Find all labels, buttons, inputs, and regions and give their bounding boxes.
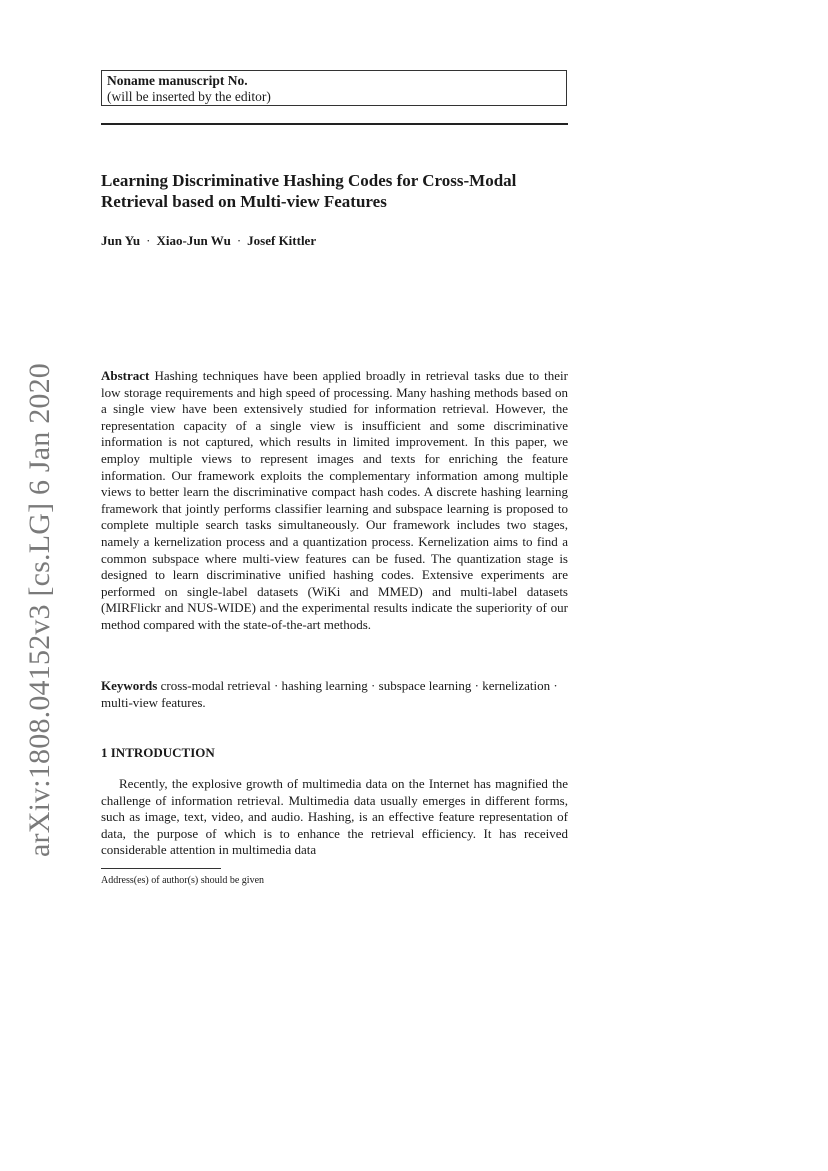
abstract-label: Abstract [101, 368, 150, 383]
section-heading: 1 INTRODUCTION [101, 745, 215, 760]
author-separator: · [236, 233, 242, 248]
footnote-rule [101, 868, 221, 869]
keywords-label: Keywords [101, 678, 158, 693]
manuscript-number: Noname manuscript No. [107, 73, 248, 88]
abstract-text: Hashing techniques have been applied broadly in retrieval tasks due to their low storage requirements and high speed of processing. Many hashing methods based on a single view have been extensively studied for information retrieval. However, the representation capacity of a single view is insufficient and some discriminative information is not captured, which results in limited improvement. In this paper, we employ multiple views to represent images and texts for enriching the feature information. Our framework exploits the complementary information among multiple views to better learn the discriminative compact hash codes. A discrete hashing learning framework that jointly performs classifier learning and subspace learning is proposed to complete multiple search tasks simultaneously. Our framework includes two stages, namely a kernelization process and a quantization process. Kernelization aims to find a common subspace where multi-view features can be fused. The quantization stage is designed to learn discriminative unified hashing codes. Extensive experiments are performed on single-label datasets (WiKi and MMED) and multi-label datasets (MIRFlickr and NUS-WIDE) and the experimental results indicate the superiority of our method compared with the state-of-the-art methods. [101, 368, 568, 632]
editor-note: (will be inserted by the editor) [107, 89, 271, 104]
author-name: Xiao-Jun Wu [156, 233, 231, 248]
keywords [101, 678, 568, 711]
abstract [101, 368, 568, 634]
author-name: Jun Yu [101, 233, 141, 248]
arxiv-identifier: arXiv:1808.04152v3 [cs.LG] 6 Jan 2020 [23, 363, 56, 857]
arxiv-side-stamp [14, 363, 66, 857]
author-list [101, 233, 316, 249]
introduction-paragraph: Recently, the explosive growth of multimedia data on the Internet has magnified the challenge of information retrieval. Multimedia data usually emerges in different forms, such as image, text, video, and audio. Hashing, is an effective feature representation of data, the purpose of which is to enhance the retrieval efficiency. It has received considerable attention in multimedia data [101, 776, 568, 858]
paper-title: Learning Discriminative Hashing Codes for Cross-Modal Retrieval based on Multi-view Features [101, 171, 517, 211]
author-name: Josef Kittler [247, 233, 317, 248]
footnote: Address(es) of author(s) should be given [101, 875, 265, 886]
manuscript-box [101, 70, 567, 106]
author-separator: · [146, 233, 151, 248]
header-rule [101, 123, 568, 125]
keywords-text: cross-modal retrieval · hashing learning · subspace learning · kernelization · multi-view features. [101, 678, 558, 710]
